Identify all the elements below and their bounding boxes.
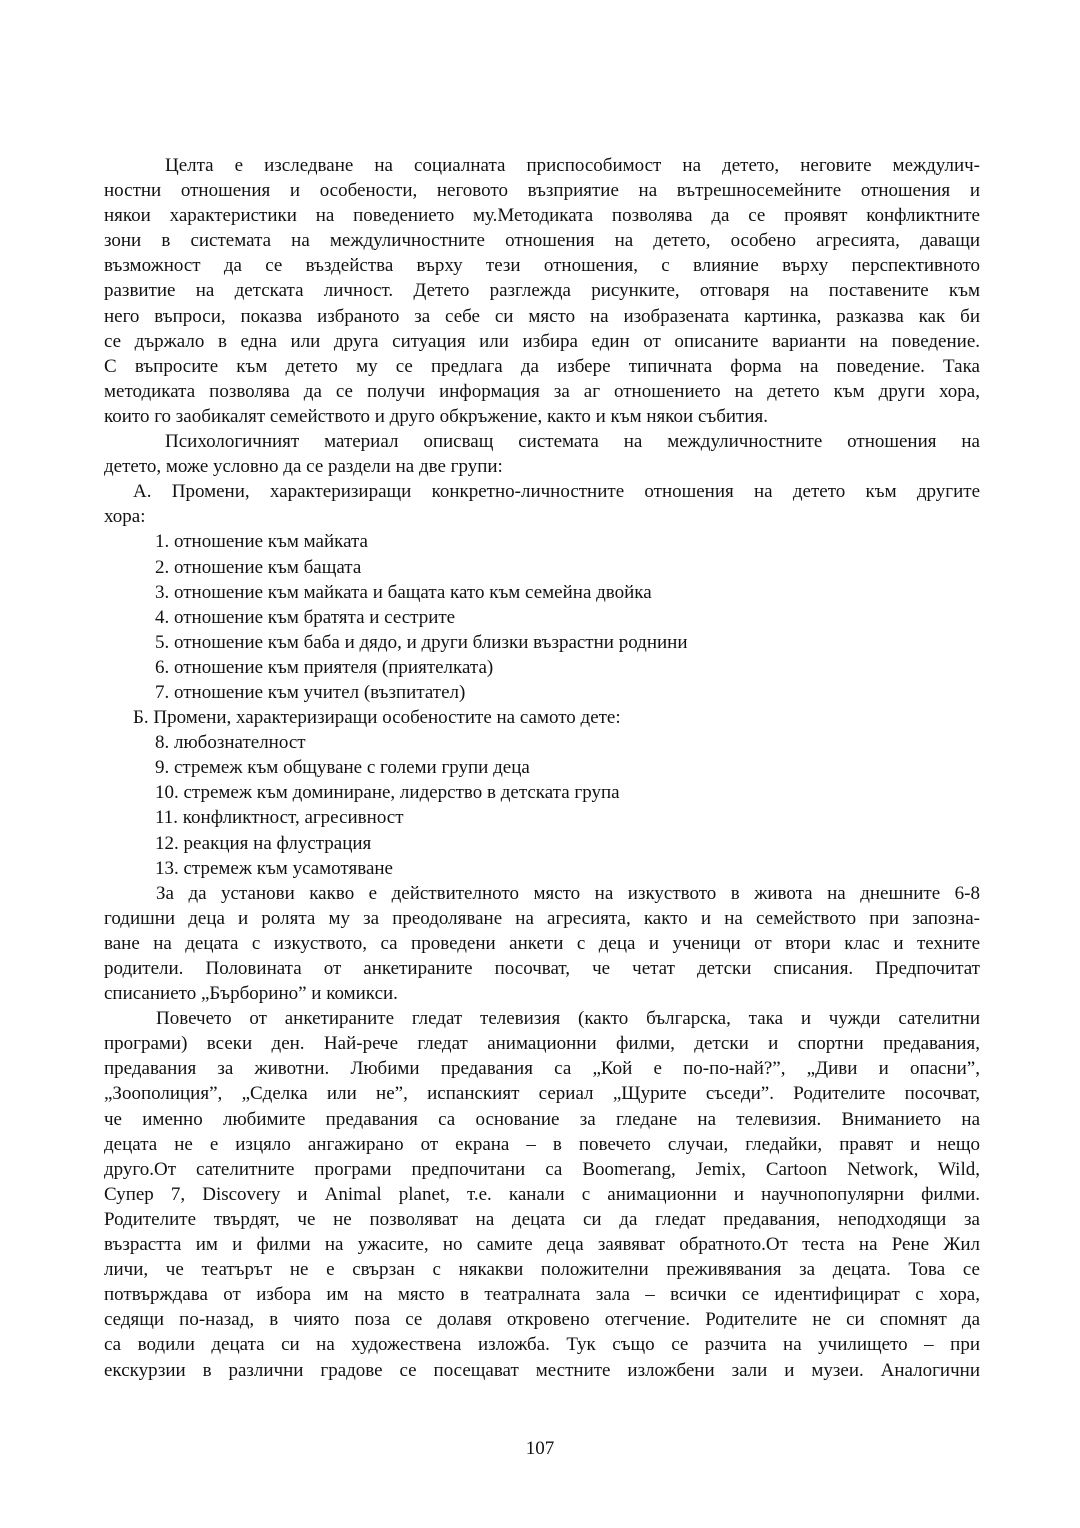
- list-item: 7. отношение към учител (възпитател): [155, 681, 466, 703]
- text-line: Повечето от анкетираните гледат телевизия (както българска, така и чужди сателитни: [156, 1008, 980, 1030]
- paragraph: [104, 429, 980, 479]
- text-line: него въпроси, показва избраното за себе си място на изобразената картинка, разказва как би: [104, 305, 980, 327]
- text-line: годишни деца и ролята му за преодоляване на агресията, както и на семейството при запозна-: [104, 907, 980, 929]
- document-body: [104, 153, 980, 1383]
- text-line: методиката позволява да се получи информация за аг отношението на детето към други хора,: [104, 380, 980, 402]
- list-item: 3. отношение към майката и бащата като към семейна двойка: [155, 581, 652, 603]
- text-line: Целта е изследване на социалната приспособимост на детето, неговите междулич-: [165, 155, 980, 176]
- text-line: потвърждава от избора им на място в театралната зала – всички се идентифицират с хора,: [104, 1284, 980, 1306]
- text-line: предавания за животни. Любими предавания са „Кой е по-по-най?”, „Диви и опасни”,: [104, 1058, 980, 1080]
- text-line: Супер 7, Discovery и Animal planet, т.е. канали с анимационни и научнопопулярни филми.: [104, 1183, 980, 1205]
- text-line: някои характеристики на поведението му.Методиката позволява да се проявят конфликтните: [104, 205, 980, 227]
- list-item: 13. стремеж към усамотяване: [155, 857, 393, 879]
- text-line: са водили децата си на художествена изложба. Тук също се разчита на училището – при: [104, 1334, 980, 1356]
- list-item: 1. отношение към майката: [155, 531, 368, 553]
- section-heading: [104, 705, 980, 730]
- text-line: програми) всеки ден. Най-рече гледат анимационни филми, детски и спортни предавания,: [104, 1033, 980, 1055]
- text-line: личи, че театърът не е свързан с някакви положителни преживявания за децата. Това се: [104, 1259, 980, 1281]
- list-item: 4. отношение към братята и сестрите: [155, 606, 456, 628]
- text-line: хора:: [104, 506, 146, 528]
- text-line: възрастта им и филми на ужасите, но самите деца заявяват обратното.От теста на Рене Жил: [104, 1234, 980, 1256]
- list-item: 5. отношение към баба и дядо, и други близки възрастни роднини: [155, 631, 688, 653]
- list-item: 12. реакция на флустрация: [155, 832, 372, 854]
- list-item: 11. конфликтност, агресивност: [155, 807, 404, 829]
- paragraph: [104, 881, 980, 1006]
- text-line: За да установи какво е действителното място на изкуството в живота на днешните 6-8: [156, 882, 980, 904]
- paragraph: [104, 1006, 980, 1382]
- paragraph: [104, 153, 980, 429]
- numbered-list: [104, 529, 980, 705]
- text-line: „Зоополиция”, „Сделка или не”, испанският сериал „Щурите съседи”. Родителите посочват,: [104, 1083, 980, 1105]
- page-number: 107: [525, 1438, 555, 1459]
- text-line: ностни отношения и особености, неговото възприятие на вътрешносемейните отношения и: [104, 180, 980, 202]
- section-heading: [104, 479, 980, 529]
- list-item: 9. стремеж към общуване с големи групи деца: [155, 757, 530, 779]
- text-line: Психологичният материал описващ системата на междуличностните отношения на: [165, 431, 980, 453]
- text-line: се държало в една или друга ситуация или избира един от описаните варианти на поведение.: [104, 330, 980, 352]
- text-line: които го заобикалят семейството и друго обкръжение, както и към някои събития.: [104, 405, 769, 427]
- list-item: 2. отношение към бащата: [155, 556, 362, 578]
- text-line: седящи по-назад, в чиято поза се долавя откровено отегчение. Родителите не си спомнят да: [104, 1309, 980, 1331]
- text-line: детето, може условно да се раздели на две групи:: [104, 456, 503, 478]
- text-line: ване на децата с изкуството, са проведени анкети с деца и ученици от втори клас и техните: [104, 932, 980, 954]
- text-line: че именно любимите предавания са основание за гледане на телевизия. Вниманието на: [104, 1108, 980, 1130]
- text-line: Родителите твърдят, че не позволяват на децата си да гледат предавания, неподходящи за: [104, 1208, 980, 1230]
- text-line: Б. Промени, характеризиращи особеностите на самото дете:: [133, 707, 621, 729]
- text-line: списанието „Бърборино” и комикси.: [104, 983, 398, 1005]
- text-line: зони в системата на междуличностните отношения на детето, особено агресията, даващи: [104, 230, 980, 252]
- text-line: родители. Половината от анкетираните посочват, че четат детски списания. Предпочитат: [104, 958, 980, 979]
- numbered-list: [104, 730, 980, 881]
- text-line: друго.От сателитните програми предпочитани са Boomerang, Jemix, Cartoon Network, Wild,: [104, 1158, 980, 1180]
- text-line: А. Промени, характеризиращи конкретно-личностните отношения на детето към другите: [133, 481, 980, 503]
- text-line: възможност да се въздейства върху тези отношения, с влияние върху перспективното: [104, 255, 980, 277]
- text-line: екскурзии в различни градове се посещават местните изложбени зали и музеи. Аналогични: [104, 1359, 980, 1381]
- list-item: 8. любознателност: [155, 732, 306, 754]
- list-item: 10. стремеж към доминиране, лидерство в детската група: [155, 782, 620, 804]
- text-line: развитие на детската личност. Детето разглежда рисунките, отговаря на поставените към: [104, 280, 980, 302]
- list-item: 6. отношение към приятеля (приятелката): [155, 656, 494, 678]
- text-line: децата не е изцяло ангажирано от екрана – в повечето случаи, гледайки, правят и нещо: [104, 1133, 980, 1155]
- text-line: С въпросите към детето му се предлага да избере типичната форма на поведение. Така: [104, 355, 980, 377]
